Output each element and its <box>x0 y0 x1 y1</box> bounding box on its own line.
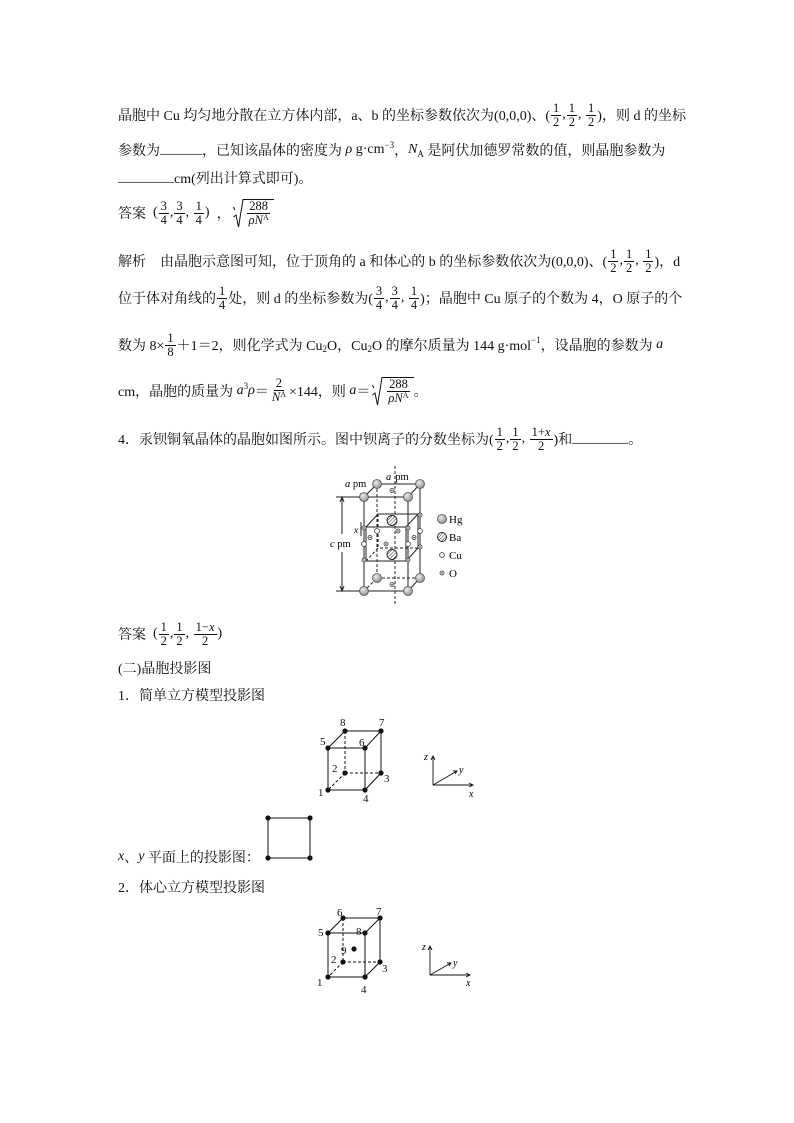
vertex-label: 7 <box>379 717 385 729</box>
text-run: 数为 8× <box>118 339 165 354</box>
vertex-label: 5 <box>320 736 326 748</box>
text-run: , <box>619 253 623 268</box>
legend-label: Cu <box>449 550 462 562</box>
vertex-label: 3 <box>382 963 388 975</box>
text-run: 平面上的投影图： <box>144 851 260 866</box>
text-run: O 的摩尔质量为 144 g·mol <box>371 339 532 354</box>
fraction-denominator: 4 <box>410 297 418 312</box>
fraction-numerator <box>194 621 217 635</box>
fraction-denominator: 2 <box>496 438 503 453</box>
fraction <box>624 248 634 275</box>
fraction-denominator: 2 <box>610 260 617 275</box>
fraction-numerator <box>530 426 553 440</box>
fraction <box>159 200 169 227</box>
fraction <box>165 332 175 359</box>
text-run: ＝ <box>356 385 371 400</box>
fraction-numerator: 1 <box>645 246 652 261</box>
paragraph-line <box>118 328 663 362</box>
fraction-numerator: 3 <box>391 283 398 298</box>
answer-label: 答案 <box>118 628 146 643</box>
text-run: , <box>578 107 586 122</box>
text-run: 位于体对角线的 <box>118 292 216 307</box>
fraction-numerator: 3 <box>375 283 383 298</box>
vertex-label: 8 <box>356 926 362 938</box>
lattice-points <box>325 915 382 979</box>
fraction-denominator: 4 <box>391 297 398 312</box>
fraction <box>194 200 204 227</box>
fraction-denominator: 2 <box>588 114 595 129</box>
axis-name: y <box>138 849 145 864</box>
paragraph-line <box>118 374 428 408</box>
variable: x <box>208 619 215 634</box>
fraction-numerator: 1 <box>496 424 503 439</box>
text-run: ，已知该晶体的密度为 <box>202 144 346 159</box>
projection-caption <box>118 840 260 874</box>
variable: a <box>656 337 664 352</box>
text-run: 4．汞钡铜氧晶体的晶胞如图所示。图中钡离子的分数坐标为( <box>118 433 494 448</box>
vertex-label: 5 <box>318 927 324 939</box>
fraction <box>551 102 561 129</box>
fraction-denominator: 2 <box>512 438 519 453</box>
text-run: 。 <box>628 433 643 448</box>
text-run: g·cm <box>352 142 385 157</box>
fraction <box>374 285 384 312</box>
fraction <box>194 621 217 648</box>
fraction-denominator: 4 <box>375 297 383 312</box>
a-pm-label-right <box>386 472 409 483</box>
answer-line <box>118 617 222 651</box>
vertex-label: 6 <box>337 907 343 919</box>
superscript: A <box>402 390 409 400</box>
text-run: cm，晶胞的质量为 <box>118 385 237 400</box>
fraction-denominator: 2 <box>625 260 633 275</box>
fraction <box>409 285 419 312</box>
text-run: cm(列出计算式即可)。 <box>174 172 313 187</box>
fraction-numerator: 1 <box>219 283 226 298</box>
o-legend-dot <box>441 572 443 574</box>
answer-label: 答案 <box>118 207 146 222</box>
text-run: 晶胞中 Cu 均匀地分散在立方体内部，a、b 的坐标参数依次为(0,0,0)、( <box>118 109 551 124</box>
superscript: A <box>280 390 286 399</box>
fraction <box>174 200 184 227</box>
text-run: 是阿伏加德罗常数的值，则晶胞参数为 <box>423 144 666 159</box>
paragraph-line <box>118 244 680 278</box>
superscript: A <box>262 212 269 222</box>
o-atoms <box>362 489 422 587</box>
text-run: O，Cu <box>327 339 368 354</box>
vertex-label: 7 <box>376 906 382 918</box>
fraction <box>510 426 520 453</box>
y-axis-label: y <box>459 765 464 776</box>
text-run: )，则 d 的坐标 <box>597 109 686 124</box>
fraction-denominator <box>386 392 410 406</box>
fraction-numerator: 3 <box>160 198 167 213</box>
paragraph-line <box>118 161 312 195</box>
fraction <box>530 426 553 453</box>
vertex-label: 2 <box>331 954 337 966</box>
fraction-numerator: 2 <box>275 376 283 390</box>
density-symbol: ρ <box>388 390 395 405</box>
fraction <box>386 378 410 406</box>
vertex-label: 1 <box>318 787 324 799</box>
text-run: , <box>169 626 174 641</box>
x-axis-label: x <box>466 978 471 989</box>
unit: pm <box>395 472 409 483</box>
question-line <box>118 422 642 456</box>
avogadro-symbol: N <box>408 142 418 157</box>
text-run: 解析 由晶胞示意图可知，位于顶角的 a 和体心的 b 的坐标参数依次为(0,0,0)、( <box>118 255 608 270</box>
c-pm-label <box>330 539 351 550</box>
subsection-title: 1．简单立方模型投影图 <box>118 689 265 704</box>
fraction <box>217 285 227 312</box>
projection-points <box>265 815 312 860</box>
radical <box>233 198 274 229</box>
vertex-label: 3 <box>384 773 390 785</box>
text-run: , <box>185 626 193 641</box>
axes <box>431 756 473 787</box>
vertex-label: 8 <box>340 717 346 729</box>
axes <box>428 946 470 977</box>
fraction-denominator: 4 <box>176 212 183 227</box>
fraction <box>643 248 653 275</box>
fraction <box>495 426 505 453</box>
fraction-numerator: 1 <box>625 246 633 261</box>
fraction-numerator: 1 <box>588 100 595 115</box>
answer-line <box>118 196 274 230</box>
unit: pm <box>334 539 351 550</box>
fraction-numerator: 1 <box>512 424 519 439</box>
text-run: , <box>635 253 643 268</box>
fraction-numerator: 1 <box>167 330 174 345</box>
fraction-denominator: 4 <box>195 212 202 227</box>
text-run: , <box>169 205 174 220</box>
text-run: 1+ <box>531 424 545 439</box>
variable: x <box>544 424 551 439</box>
section-title: (二)晶胞投影图 <box>118 662 212 677</box>
fraction-numerator: 1 <box>195 198 202 213</box>
avogadro-symbol: N <box>394 390 403 405</box>
fraction-denominator: 2 <box>201 633 209 648</box>
subsection-title: 2．体心立方模型投影图 <box>118 881 265 896</box>
text-run: , <box>400 290 408 305</box>
text-run: , <box>185 205 193 220</box>
fraction-numerator: 1 <box>568 100 576 115</box>
text-run: ， <box>209 207 231 222</box>
fraction <box>247 200 271 228</box>
fraction-denominator: 2 <box>160 633 167 648</box>
vertex-label: 2 <box>332 763 338 775</box>
text-run: 、 <box>124 851 139 866</box>
paragraph-line <box>118 98 686 132</box>
vertex-label: 4 <box>361 984 367 996</box>
axis-name: x <box>118 849 125 864</box>
vertex-label: 1 <box>317 977 323 989</box>
simple-cubic-figure <box>310 712 485 804</box>
crystal-cell-figure <box>320 462 480 607</box>
fraction-numerator: 3 <box>176 198 183 213</box>
subsection-heading <box>118 870 265 904</box>
fraction-numerator: 1 <box>553 100 560 115</box>
text-run: ，设晶胞的参数为 <box>540 339 657 354</box>
radical-body <box>383 377 413 406</box>
answer-blank: ________ <box>118 170 174 185</box>
fraction <box>270 377 288 405</box>
fraction-denominator <box>270 391 288 405</box>
text-run: ＝ <box>254 385 269 400</box>
a-pm-label-left <box>345 479 366 490</box>
legend-label: O <box>449 568 457 580</box>
subscript: 2 <box>367 344 372 354</box>
text-run: , <box>505 431 510 446</box>
density-symbol: ρ <box>248 212 255 227</box>
text-run: , <box>521 431 529 446</box>
legend-label: Ba <box>449 532 462 544</box>
legend-label: Hg <box>449 514 463 526</box>
vertex-label: 9 <box>341 945 347 957</box>
text-run: 参数为 <box>118 144 160 159</box>
fraction-denominator: 2 <box>568 114 576 129</box>
text-run: ( <box>146 626 158 641</box>
exponent: −3 <box>384 140 395 150</box>
subsection-heading <box>118 678 265 712</box>
fraction <box>608 248 618 275</box>
y-axis-label: y <box>453 958 458 969</box>
fraction-numerator: 288 <box>249 198 269 213</box>
cube-edges <box>328 731 381 790</box>
variable: a <box>386 472 392 483</box>
xy-projection-figure <box>262 812 316 864</box>
text-run: )，d <box>654 255 681 270</box>
fraction-numerator: 1 <box>160 619 167 634</box>
radical-sign-icon <box>233 198 244 229</box>
fraction <box>174 621 184 648</box>
bcc-cubic-figure <box>310 905 485 1000</box>
density-symbol: ρ <box>345 142 353 157</box>
density-symbol: ρ <box>248 383 255 398</box>
radical-body <box>244 199 274 228</box>
fraction-denominator: 4 <box>160 212 167 227</box>
text-run: 1− <box>195 619 209 634</box>
fraction-numerator: 1 <box>176 619 183 634</box>
text-run: 处，则 d 的坐标参数为( <box>228 292 373 307</box>
vertex-label: 4 <box>363 793 369 804</box>
answer-blank: ________ <box>572 431 629 446</box>
text-run: ( <box>146 205 158 220</box>
fraction-denominator: 2 <box>176 633 183 648</box>
fraction-denominator: 2 <box>537 438 545 453</box>
unit: pm <box>350 479 367 490</box>
fraction <box>390 285 400 312</box>
fraction <box>586 102 596 129</box>
fraction-denominator: 2 <box>553 114 560 129</box>
answer-blank: ______ <box>160 142 202 157</box>
fraction <box>567 102 577 129</box>
projection-square <box>268 818 310 858</box>
cu-legend-icon <box>440 553 445 558</box>
variable: a <box>349 383 357 398</box>
text-run: ×144，则 <box>288 385 350 400</box>
text-run: ＋1＝2，则化学式为 Cu <box>176 339 323 354</box>
vertex-label: 6 <box>359 737 365 749</box>
fraction-numerator: 1 <box>610 246 617 261</box>
exponent: 3 <box>243 381 249 391</box>
z-axis-label: z <box>424 752 428 763</box>
avogadro-symbol: N <box>271 390 281 404</box>
text-run: , <box>562 107 566 122</box>
fraction <box>159 621 169 648</box>
legend <box>438 514 463 580</box>
ba-legend-icon <box>438 533 447 542</box>
fraction-numerator: 1 <box>410 283 418 298</box>
text-run: ) <box>204 205 210 220</box>
fraction-denominator <box>247 214 271 228</box>
z-axis-label: z <box>422 942 426 953</box>
text-run: ， <box>394 144 409 159</box>
variable: c <box>330 539 335 550</box>
hg-legend-icon <box>438 515 447 524</box>
text-run: 。 <box>413 385 428 400</box>
subscript: A <box>417 149 424 159</box>
text-run: )和 <box>553 433 573 448</box>
fraction-denominator: 2 <box>645 260 652 275</box>
radical <box>372 376 413 407</box>
exponent: −1 <box>531 335 541 345</box>
fraction-denominator: 4 <box>219 297 226 312</box>
paragraph-line <box>118 281 682 315</box>
avogadro-symbol: N <box>254 212 263 227</box>
fraction-numerator: 288 <box>389 376 408 391</box>
variable: a <box>345 479 351 490</box>
subscript: 2 <box>322 344 327 354</box>
text-run: , <box>385 290 389 305</box>
text-run: )；晶胞中 Cu 原子的个数为 4，O 原子的个 <box>420 292 683 307</box>
fraction-denominator: 8 <box>167 344 174 359</box>
radical-sign-icon <box>372 376 383 407</box>
text-run: ) <box>217 626 223 641</box>
variable: a <box>236 383 244 398</box>
x-label: x <box>354 526 359 536</box>
x-axis-label: x <box>469 789 474 800</box>
